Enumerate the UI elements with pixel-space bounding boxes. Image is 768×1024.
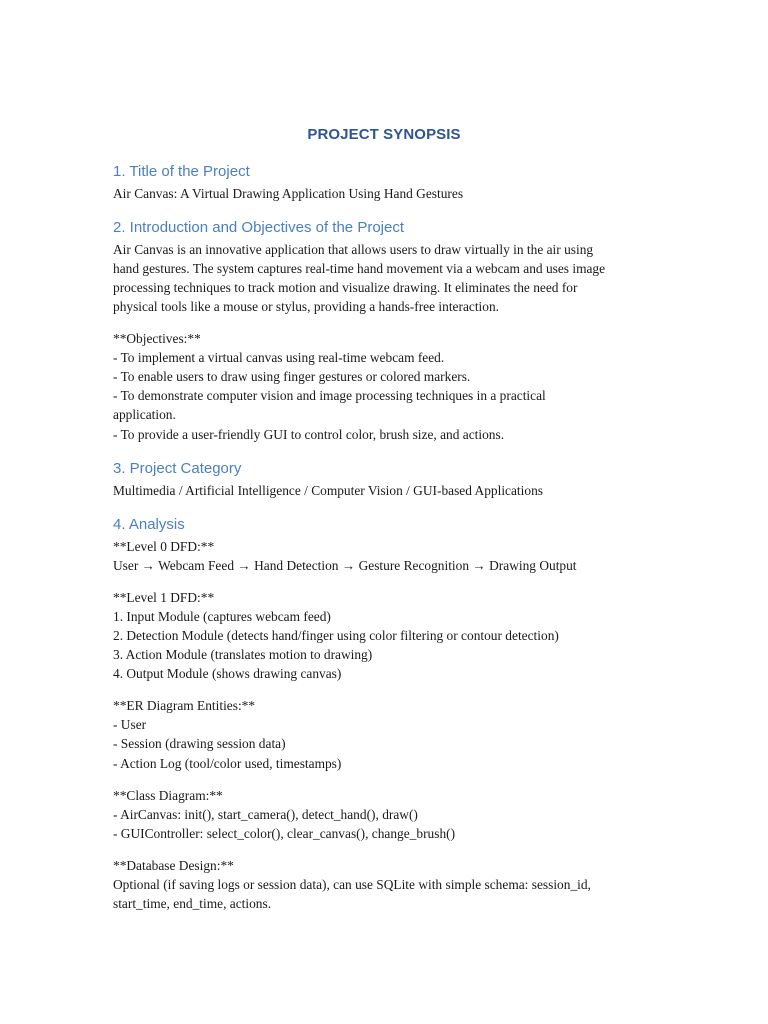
objectives-label: **Objectives:** [113,331,201,346]
section-heading-category: 3. Project Category [113,460,242,477]
objective-item: - To enable users to draw using finger gestures or colored markers. [113,369,471,384]
er-label: **ER Diagram Entities:** [113,698,256,713]
intro-line: Air Canvas is an innovative application that allows users to draw virtually in the air using [113,242,594,257]
dfd1-item: 4. Output Module (shows drawing canvas) [113,666,342,681]
er-entity: - Session (drawing session data) [113,736,286,751]
objective-item: - To provide a user-friendly GUI to control color, brush size, and actions. [113,427,505,442]
database-label: **Database Design:** [113,858,234,873]
intro-line: hand gestures. The system captures real-time hand movement via a webcam and uses image [113,261,606,276]
objective-item: - To demonstrate computer vision and image processing techniques in a practical [113,388,546,403]
dfd0-flow: User → Webcam Feed → Hand Detection → Gesture Recognition → Drawing Output [113,558,577,573]
class-diagram-label: **Class Diagram:** [113,788,223,803]
section-heading-analysis: 4. Analysis [113,516,185,533]
category-text: Multimedia / Artificial Intelligence / Computer Vision / GUI-based Applications [113,483,543,498]
section-heading-introduction: 2. Introduction and Objectives of the Project [113,219,404,236]
dfd1-item: 3. Action Module (translates motion to drawing) [113,647,373,662]
er-entity: - Action Log (tool/color used, timestamps) [113,756,342,771]
er-entity: - User [113,717,147,732]
class-item: - AirCanvas: init(), start_camera(), detect_hand(), draw() [113,807,418,822]
objective-item-continuation: application. [113,407,176,422]
intro-line: physical tools like a mouse or stylus, providing a hands-free interaction. [113,299,500,314]
dfd0-label: **Level 0 DFD:** [113,539,215,554]
database-text: Optional (if saving logs or session data), can use SQLite with simple schema: session_id, [113,877,591,892]
intro-line: processing techniques to track motion and visualize drawing. It eliminates the need for [113,280,578,295]
dfd1-item: 1. Input Module (captures webcam feed) [113,609,331,624]
project-title-text: Air Canvas: A Virtual Drawing Application Using Hand Gestures [113,186,464,201]
document-title: PROJECT SYNOPSIS [307,126,461,143]
objective-item: - To implement a virtual canvas using real-time webcam feed. [113,350,445,365]
class-item: - GUIController: select_color(), clear_canvas(), change_brush() [113,826,456,841]
section-heading-title: 1. Title of the Project [113,163,250,180]
dfd1-item: 2. Detection Module (detects hand/finger using color filtering or contour detection) [113,628,559,643]
database-text: start_time, end_time, actions. [113,896,272,911]
dfd1-label: **Level 1 DFD:** [113,590,215,605]
